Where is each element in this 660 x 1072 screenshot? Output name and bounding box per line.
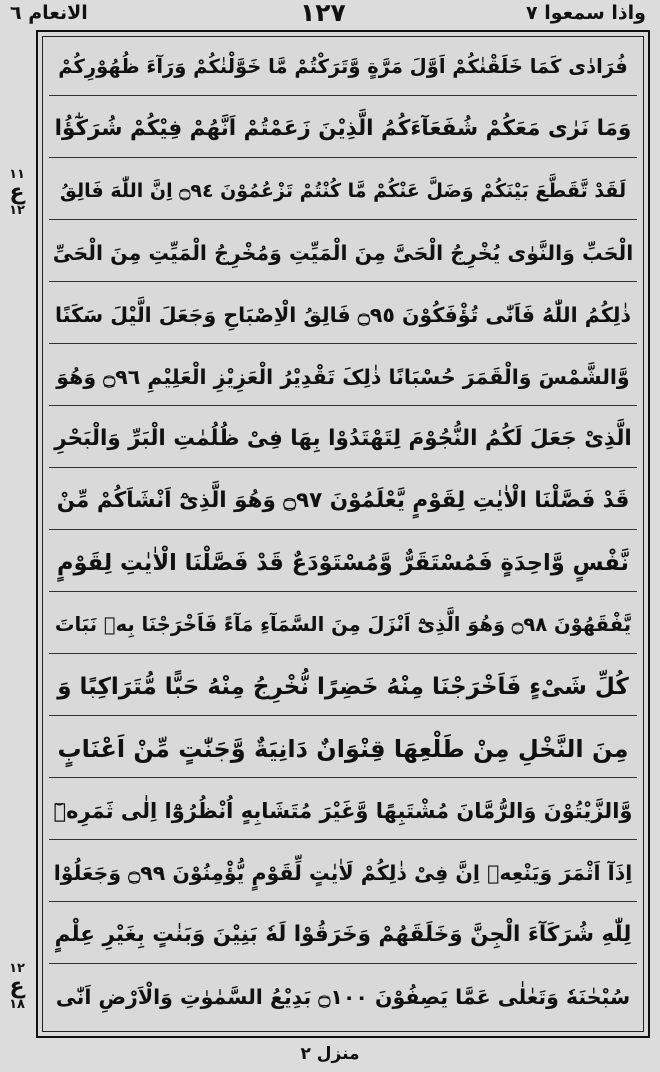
text-line	[49, 659, 637, 716]
page-border	[36, 30, 650, 1038]
ruku-number-bottom: ١٨	[9, 997, 25, 1012]
text-line	[49, 597, 637, 654]
text-line	[49, 535, 637, 592]
line-text: الْحَبِّ وَالنَّوٰی یُخْرِجُ الْحَیَّ مِنَ الْمَیِّتِ وَمُخْرِجُ الْمَیِّتِ مِنَ الْحَیِّ	[52, 240, 634, 265]
line-text: اِذَآ اَثْمَرَ وَیَنْعِهٖ اِنَّ فِیْ ذٰلِکُمْ لَاٰیٰتٍ لِّقَوْمٍ یُّؤْمِنُوْنَ ۝٩٩ وَجَعَلُوْا	[53, 860, 633, 885]
text-line	[49, 349, 637, 406]
line-text: فُرَادٰی کَمَا خَلَقْنٰکُمْ اَوَّلَ مَرَّةٍ وَّتَرَکْتُمْ مَّا خَوَّلْنٰکُمْ وَرَآءَ ظُهُوْرِکُمْ	[58, 55, 628, 79]
ruku-number-bottom: ١٢	[9, 203, 25, 218]
line-text: کُلِّ شَیْءٍ فَاَخْرَجْنَا مِنْهُ خَضِرًا نُّخْرِجُ مِنْهُ حَبًّا مُّتَرَاکِبًا وَ	[57, 673, 629, 700]
text-line	[49, 969, 637, 1025]
line-text: وَّالشَّمْسَ وَالْقَمَرَ حُسْبَانًا ذٰلِکَ تَقْدِیْرُ الْعَزِیْزِ الْعَلِیْمِ ۝٩٦ وَهُوَ	[56, 364, 630, 389]
line-text: وَمَا نَرٰی مَعَکُمْ شُفَعَآءَکُمُ الَّذِیْنَ زَعَمْتُمْ اَنَّهُمْ فِیْکُمْ شُرَکٰٓؤُا	[54, 116, 632, 142]
page-header	[0, 0, 660, 30]
page-number: ١٢٧	[300, 0, 346, 27]
line-text: ذٰلِکُمُ اللّٰهُ فَاَنّٰی تُؤْفَکُوْنَ ۝٩٥ فَالِقُ الْاِصْبَاحِ وَجَعَلَ الَّیْلَ سَکَنًا	[55, 302, 631, 327]
surah-name: الانعام ٦	[10, 2, 88, 24]
line-text: سُبْحٰنَهٗ وَتَعٰلٰی عَمَّا یَصِفُوْنَ ۝١٠٠ بَدِیْعُ السَّمٰوٰتِ وَالْاَرْضِ اَنّٰی	[55, 984, 631, 1009]
text-line	[49, 721, 637, 778]
text-line	[49, 783, 637, 840]
ruku-marker	[2, 962, 32, 1012]
line-text: مِنَ النَّخْلِ مِنْ طَلْعِهَا قِنْوَانٌ دَانِیَةٌ وَّجَنّٰتٍ مِّنْ اَعْنَابٍ	[57, 735, 629, 763]
text-frame	[42, 36, 644, 1032]
line-text: یَّفْقَهُوْنَ ۝٩٨ وَهُوَ الَّذِیْٓ اَنْزَلَ مِنَ السَّمَآءِ مَآءً فَاَخْرَجْنَا بِهٖ نَبَاتَ	[54, 613, 632, 637]
text-line	[49, 845, 637, 902]
ruku-number-top: ١١	[9, 167, 25, 182]
text-line	[49, 473, 637, 530]
text-line	[49, 39, 637, 96]
ruku-marker	[2, 168, 32, 218]
line-text: نَّفْسٍ وَّاحِدَةٍ فَمُسْتَقَرٌّ وَّمُسْتَوْدَعٌ قَدْ فَصَّلْنَا الْاٰیٰتِ لِقَوْمٍ	[56, 549, 629, 576]
line-text: وَّالزَّیْتُوْنَ وَالرُّمَّانَ مُشْتَبِهًا وَّغَیْرَ مُتَشَابِهٍ اُنْظُرُوْٓا اِلٰی ثَمَرِهٖٓ	[53, 798, 633, 823]
text-line	[49, 907, 637, 964]
line-text: لَقَدْ تَّقَطَّعَ بَیْنَکُمْ وَضَلَّ عَنْکُمْ مَّا کُنْتُمْ تَزْعُمُوْنَ ۝٩٤ اِنَّ اللّٰهَ فَالِقُ	[59, 179, 627, 202]
ruku-number-top: ١٢	[9, 961, 25, 976]
manzil-footer: منزل ٢	[300, 1044, 360, 1064]
line-text: لِلّٰهِ شُرَکَآءَ الْجِنَّ وَخَلَقَهُمْ وَخَرَقُوْا لَهٗ بَنِیْنَ وَبَنٰتٍ بِغَیْرِ عِلْمٍ	[54, 922, 632, 948]
text-line	[49, 101, 637, 158]
text-line	[49, 411, 637, 468]
text-line	[49, 287, 637, 344]
line-text: الَّذِیْ جَعَلَ لَکُمُ النُّجُوْمَ لِتَهْتَدُوْا بِهَا فِیْ ظُلُمٰتِ الْبَرِّ وَالْبَحْرِ	[54, 426, 632, 452]
text-line	[49, 163, 637, 220]
juz-name: واذا سمعوا ٧	[526, 2, 646, 24]
line-text: قَدْ فَصَّلْنَا الْاٰیٰتِ لِقَوْمٍ یَّعْلَمُوْنَ ۝٩٧ وَهُوَ الَّذِیْٓ اَنْشَاَکُمْ مِّنْ	[56, 488, 630, 514]
ruku-symbol: ع	[9, 180, 25, 205]
text-line	[49, 225, 637, 282]
ruku-symbol: ع	[9, 974, 25, 999]
